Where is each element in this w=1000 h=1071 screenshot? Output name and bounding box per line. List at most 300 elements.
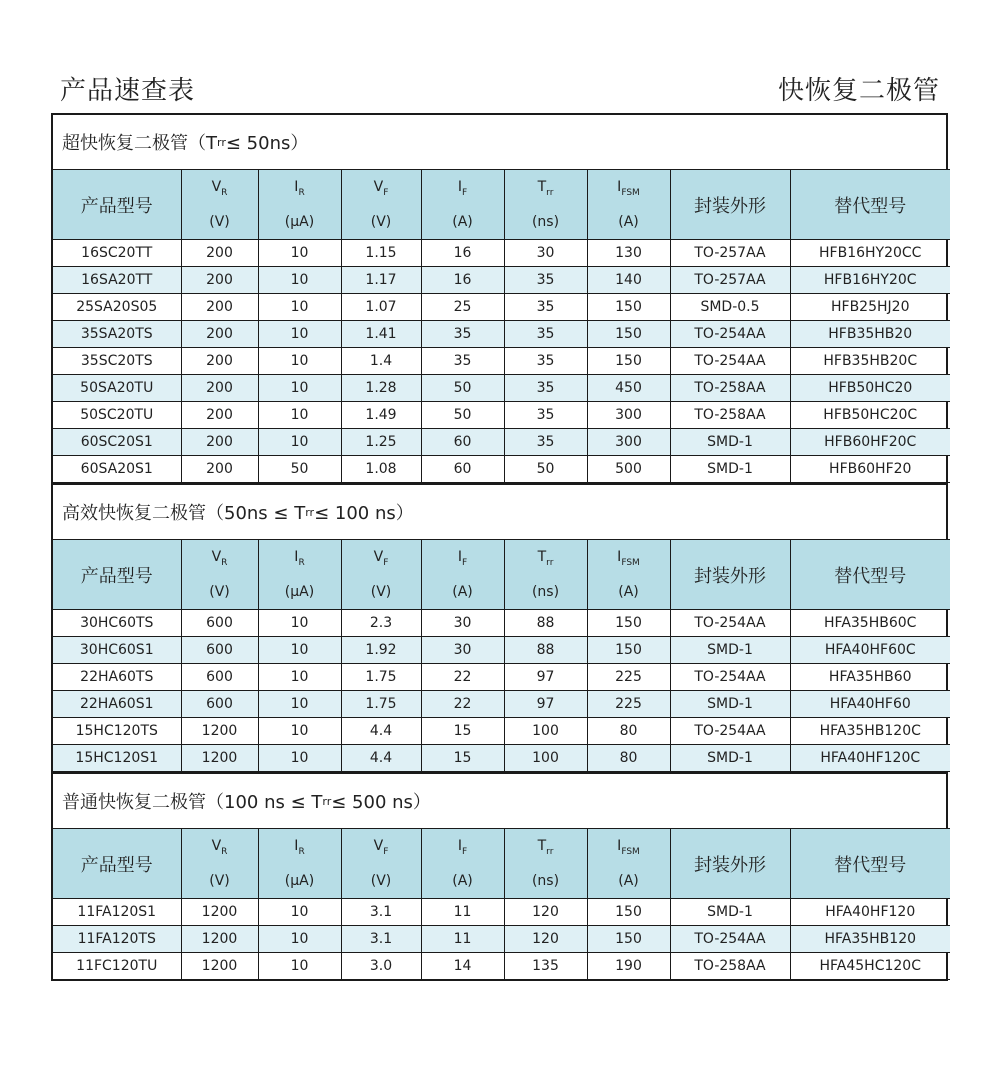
cell-trr: 135 [504, 953, 587, 980]
header-symbol [342, 546, 421, 574]
cell-vf: 1.28 [341, 375, 421, 402]
header-symbol [505, 835, 587, 863]
cell-vf: 1.41 [341, 321, 421, 348]
cell-model: 50SC20TU [53, 402, 181, 429]
cell-model: 30HC60S1 [53, 637, 181, 664]
cell-replacement: HFB60HF20C [790, 429, 950, 456]
header-symbol [588, 835, 670, 863]
header-symbol [505, 546, 587, 574]
header-symbol [342, 176, 421, 204]
cell-vr: 600 [181, 637, 258, 664]
cell-package: SMD-1 [670, 899, 790, 926]
cell-ir: 10 [258, 267, 341, 294]
header-symbol-subscript: F [461, 557, 468, 568]
section-ultrafast [53, 115, 946, 483]
cell-vf: 1.4 [341, 348, 421, 375]
cell-trr: 100 [504, 745, 587, 772]
header-symbol [422, 546, 504, 574]
cell-trr: 50 [504, 456, 587, 483]
cell-model: 35SC20TS [53, 348, 181, 375]
header-unit: (A) [618, 873, 639, 890]
header-symbol [182, 546, 258, 574]
cell-trr: 88 [504, 637, 587, 664]
cell-model: 60SC20S1 [53, 429, 181, 456]
cell-vr: 200 [181, 240, 258, 267]
header-trr [504, 540, 587, 610]
cell-vf: 3.0 [341, 953, 421, 980]
header-symbol-letter: I [617, 548, 622, 565]
cell-vr: 1200 [181, 899, 258, 926]
cell-replacement: HFA35HB120 [790, 926, 950, 953]
header-symbol-subscript: R [298, 187, 305, 198]
table-row [53, 953, 950, 980]
header-vr [181, 170, 258, 240]
cell-ir: 10 [258, 294, 341, 321]
header-symbol-subscript: R [221, 187, 228, 198]
cell-trr: 35 [504, 294, 587, 321]
cell-trr: 97 [504, 664, 587, 691]
header-symbol-letter: V [211, 548, 222, 565]
table-row [53, 456, 950, 483]
header-unit: (A) [452, 584, 473, 601]
header-symbol-letter: T [537, 178, 547, 195]
cell-if: 25 [421, 294, 504, 321]
header-symbol-letter: I [294, 178, 299, 195]
table-row [53, 348, 950, 375]
cell-package: TO-254AA [670, 926, 790, 953]
cell-model: 11FC120TU [53, 953, 181, 980]
header-symbol-letter: I [457, 837, 462, 854]
cell-trr: 35 [504, 267, 587, 294]
header-symbol-letter: T [537, 548, 547, 565]
table-row [53, 402, 950, 429]
header-symbol-letter: I [294, 548, 299, 565]
header-symbol-letter: V [373, 548, 384, 565]
cell-vr: 200 [181, 321, 258, 348]
cell-vf: 1.15 [341, 240, 421, 267]
header-symbol-subscript: R [298, 557, 305, 568]
cell-vf: 2.3 [341, 610, 421, 637]
header-symbol-subscript: rr [546, 557, 554, 568]
section-standard [53, 772, 946, 980]
header-symbol [342, 835, 421, 863]
cell-if: 14 [421, 953, 504, 980]
cell-model: 11FA120S1 [53, 899, 181, 926]
header-symbol [422, 835, 504, 863]
cell-ifsm: 225 [587, 691, 670, 718]
cell-ir: 10 [258, 240, 341, 267]
header-unit: (μA) [284, 584, 315, 601]
cell-vr: 200 [181, 348, 258, 375]
header-trr [504, 829, 587, 899]
cell-model: 11FA120TS [53, 926, 181, 953]
header-symbol [422, 176, 504, 204]
cell-ir: 10 [258, 899, 341, 926]
section-title-text: 普通快恢复二极管（100 ns ≤ T [62, 792, 323, 813]
cell-if: 35 [421, 348, 504, 375]
header-symbol-subscript: F [383, 187, 389, 198]
table-row [53, 718, 950, 745]
section-title-text: 超快恢复二极管（T [62, 133, 217, 154]
header-unit: (A) [452, 873, 473, 890]
header-row [53, 540, 950, 610]
table-row [53, 610, 950, 637]
header-symbol-subscript: R [221, 846, 228, 857]
header-unit: (V) [209, 873, 230, 890]
cell-package: SMD-1 [670, 745, 790, 772]
header-symbol-letter: I [617, 837, 622, 854]
header-symbol-subscript: R [221, 557, 228, 568]
cell-ir: 10 [258, 718, 341, 745]
cell-package: SMD-1 [670, 691, 790, 718]
cell-vf: 3.1 [341, 926, 421, 953]
cell-ir: 10 [258, 402, 341, 429]
header-symbol-subscript: FSM [621, 846, 640, 857]
cell-replacement: HFB50HC20C [790, 402, 950, 429]
cell-package: SMD-1 [670, 429, 790, 456]
cell-if: 16 [421, 267, 504, 294]
header-unit: (V) [370, 214, 392, 231]
header-symbol-subscript: R [298, 846, 305, 857]
cell-ir: 10 [258, 664, 341, 691]
cell-model: 50SA20TU [53, 375, 181, 402]
header-ir [258, 829, 341, 899]
cell-vf: 1.08 [341, 456, 421, 483]
cell-trr: 35 [504, 402, 587, 429]
header-ifsm [587, 540, 670, 610]
header-symbol-subscript: F [461, 187, 468, 198]
header-unit: (μA) [284, 873, 315, 890]
header-symbol [588, 546, 670, 574]
page-title: 产品速查表 [60, 76, 196, 106]
cell-vr: 1200 [181, 745, 258, 772]
cell-replacement: HFB35HB20C [790, 348, 950, 375]
cell-package: SMD-1 [670, 456, 790, 483]
table-row [53, 926, 950, 953]
header-symbol-letter: T [537, 837, 547, 854]
cell-package: TO-258AA [670, 375, 790, 402]
header-unit: (V) [209, 214, 230, 231]
cell-ir: 10 [258, 348, 341, 375]
header-symbol [588, 176, 670, 204]
cell-ir: 10 [258, 610, 341, 637]
cell-if: 15 [421, 745, 504, 772]
header-symbol-letter: V [373, 837, 384, 854]
cell-vr: 1200 [181, 718, 258, 745]
quick-reference-table [51, 113, 948, 981]
cell-ifsm: 130 [587, 240, 670, 267]
cell-model: 35SA20TS [53, 321, 181, 348]
header-model: 产品型号 [53, 170, 181, 240]
cell-ir: 50 [258, 456, 341, 483]
header-symbol-subscript: F [461, 846, 468, 857]
cell-ifsm: 225 [587, 664, 670, 691]
header-unit: (A) [452, 214, 473, 231]
cell-if: 35 [421, 321, 504, 348]
header-if [421, 829, 504, 899]
section-ultrafast-title [53, 115, 946, 169]
cell-replacement: HFB35HB20 [790, 321, 950, 348]
header-ifsm [587, 829, 670, 899]
cell-package: TO-257AA [670, 267, 790, 294]
page-subtitle: 快恢复二极管 [777, 76, 940, 106]
header-package: 封装外形 [670, 829, 790, 899]
header-ir [258, 540, 341, 610]
cell-if: 30 [421, 610, 504, 637]
cell-if: 16 [421, 240, 504, 267]
cell-ifsm: 150 [587, 610, 670, 637]
section-title-text: ≤ 50ns） [225, 133, 309, 154]
cell-trr: 35 [504, 429, 587, 456]
cell-ifsm: 150 [587, 899, 670, 926]
cell-ir: 10 [258, 375, 341, 402]
cell-replacement: HFA40HF60 [790, 691, 950, 718]
cell-ifsm: 150 [587, 348, 670, 375]
header-vf [341, 829, 421, 899]
header-replacement: 替代型号 [790, 540, 950, 610]
cell-model: 16SC20TT [53, 240, 181, 267]
header-vf [341, 540, 421, 610]
spec-table [53, 169, 950, 483]
cell-ifsm: 140 [587, 267, 670, 294]
cell-ifsm: 150 [587, 637, 670, 664]
header-symbol-subscript: FSM [621, 557, 640, 568]
header-symbol-letter: I [457, 178, 462, 195]
cell-model: 16SA20TT [53, 267, 181, 294]
cell-if: 30 [421, 637, 504, 664]
cell-if: 50 [421, 402, 504, 429]
cell-ifsm: 150 [587, 321, 670, 348]
cell-package: TO-254AA [670, 718, 790, 745]
cell-replacement: HFB50HC20 [790, 375, 950, 402]
cell-trr: 35 [504, 348, 587, 375]
section-title-text: 高效快恢复二极管（50ns ≤ T [62, 503, 306, 524]
cell-if: 50 [421, 375, 504, 402]
cell-package: TO-254AA [670, 321, 790, 348]
table-row [53, 429, 950, 456]
spec-table [53, 539, 950, 772]
header-unit: (ns) [531, 873, 560, 890]
table-row [53, 637, 950, 664]
cell-ifsm: 150 [587, 926, 670, 953]
cell-vf: 3.1 [341, 899, 421, 926]
header-unit: (A) [618, 584, 639, 601]
table-row [53, 745, 950, 772]
header-symbol-subscript: rr [546, 187, 554, 198]
header-symbol-subscript: F [383, 846, 389, 857]
header-symbol [182, 835, 258, 863]
header-symbol [259, 176, 341, 204]
header-symbol-letter: V [211, 837, 222, 854]
header-symbol-letter: V [373, 178, 384, 195]
cell-if: 11 [421, 926, 504, 953]
header-symbol-subscript: F [383, 557, 389, 568]
cell-vf: 1.07 [341, 294, 421, 321]
cell-ifsm: 150 [587, 294, 670, 321]
cell-replacement: HFB60HF20 [790, 456, 950, 483]
section-title-text: ≤ 500 ns） [331, 792, 431, 813]
header-symbol-subscript: rr [546, 846, 554, 857]
cell-ifsm: 80 [587, 718, 670, 745]
cell-package: TO-257AA [670, 240, 790, 267]
table-row [53, 321, 950, 348]
header-row [53, 829, 950, 899]
header-if [421, 170, 504, 240]
spec-table [53, 828, 950, 980]
cell-replacement: HFB16HY20CC [790, 240, 950, 267]
cell-if: 22 [421, 691, 504, 718]
cell-package: SMD-1 [670, 637, 790, 664]
header-symbol-subscript: FSM [621, 187, 640, 198]
cell-trr: 88 [504, 610, 587, 637]
header-symbol-letter: I [617, 178, 622, 195]
cell-replacement: HFA35HB60 [790, 664, 950, 691]
cell-vr: 200 [181, 375, 258, 402]
cell-vf: 1.25 [341, 429, 421, 456]
table-row [53, 267, 950, 294]
header-if [421, 540, 504, 610]
header-vr [181, 829, 258, 899]
cell-if: 22 [421, 664, 504, 691]
cell-vf: 1.92 [341, 637, 421, 664]
cell-vr: 600 [181, 691, 258, 718]
header-symbol [259, 546, 341, 574]
cell-vf: 4.4 [341, 745, 421, 772]
header-replacement: 替代型号 [790, 170, 950, 240]
cell-if: 60 [421, 456, 504, 483]
cell-trr: 35 [504, 375, 587, 402]
table-row [53, 375, 950, 402]
cell-trr: 30 [504, 240, 587, 267]
header-replacement: 替代型号 [790, 829, 950, 899]
cell-ir: 10 [258, 637, 341, 664]
cell-package: TO-254AA [670, 664, 790, 691]
cell-ir: 10 [258, 745, 341, 772]
cell-vr: 200 [181, 456, 258, 483]
header-symbol [259, 835, 341, 863]
section-title-subscript: rr [322, 794, 332, 808]
cell-replacement: HFA40HF120C [790, 745, 950, 772]
header-symbol-letter: I [457, 548, 462, 565]
cell-replacement: HFA40HF120 [790, 899, 950, 926]
cell-model: 30HC60TS [53, 610, 181, 637]
cell-model: 15HC120S1 [53, 745, 181, 772]
cell-vf: 1.17 [341, 267, 421, 294]
cell-ifsm: 500 [587, 456, 670, 483]
header-vf [341, 170, 421, 240]
cell-vf: 1.75 [341, 664, 421, 691]
cell-ifsm: 190 [587, 953, 670, 980]
cell-package: SMD-0.5 [670, 294, 790, 321]
table-row [53, 691, 950, 718]
section-title-subscript: rr [305, 505, 315, 519]
cell-ir: 10 [258, 691, 341, 718]
header-unit: (μA) [284, 214, 315, 231]
header-trr [504, 170, 587, 240]
cell-ifsm: 300 [587, 402, 670, 429]
cell-vf: 4.4 [341, 718, 421, 745]
cell-ifsm: 300 [587, 429, 670, 456]
cell-package: TO-258AA [670, 402, 790, 429]
header-symbol-letter: I [294, 837, 299, 854]
cell-ir: 10 [258, 926, 341, 953]
cell-replacement: HFA35HB120C [790, 718, 950, 745]
cell-trr: 120 [504, 926, 587, 953]
header-unit: (V) [209, 584, 230, 601]
table-row [53, 664, 950, 691]
cell-vr: 1200 [181, 953, 258, 980]
cell-vr: 200 [181, 429, 258, 456]
cell-if: 11 [421, 899, 504, 926]
cell-replacement: HFA35HB60C [790, 610, 950, 637]
cell-ifsm: 80 [587, 745, 670, 772]
cell-if: 60 [421, 429, 504, 456]
cell-model: 22HA60S1 [53, 691, 181, 718]
cell-vr: 200 [181, 294, 258, 321]
header-unit: (ns) [531, 214, 560, 231]
cell-ifsm: 450 [587, 375, 670, 402]
cell-vr: 200 [181, 267, 258, 294]
cell-model: 25SA20S05 [53, 294, 181, 321]
cell-vf: 1.75 [341, 691, 421, 718]
cell-vr: 600 [181, 610, 258, 637]
header-package: 封装外形 [670, 540, 790, 610]
section-high-efficiency-title [53, 485, 946, 539]
cell-ir: 10 [258, 321, 341, 348]
header-symbol-letter: V [211, 178, 222, 195]
section-title-text: ≤ 100 ns） [314, 503, 414, 524]
header-unit: (ns) [531, 584, 560, 601]
cell-model: 60SA20S1 [53, 456, 181, 483]
header-ifsm [587, 170, 670, 240]
header-symbol [505, 176, 587, 204]
cell-vr: 1200 [181, 926, 258, 953]
cell-vf: 1.49 [341, 402, 421, 429]
header-unit: (A) [618, 214, 639, 231]
header-vr [181, 540, 258, 610]
cell-model: 15HC120TS [53, 718, 181, 745]
cell-replacement: HFA40HF60C [790, 637, 950, 664]
header-model: 产品型号 [53, 829, 181, 899]
cell-package: TO-258AA [670, 953, 790, 980]
table-row [53, 294, 950, 321]
header-package: 封装外形 [670, 170, 790, 240]
header-row [53, 170, 950, 240]
header-unit: (V) [370, 584, 392, 601]
header-symbol [182, 176, 258, 204]
cell-model: 22HA60TS [53, 664, 181, 691]
header-ir [258, 170, 341, 240]
section-standard-title [53, 774, 946, 828]
cell-ir: 10 [258, 429, 341, 456]
table-row [53, 899, 950, 926]
header-model: 产品型号 [53, 540, 181, 610]
cell-package: TO-254AA [670, 348, 790, 375]
cell-trr: 97 [504, 691, 587, 718]
section-title-subscript: rr [217, 135, 226, 149]
cell-if: 15 [421, 718, 504, 745]
table-row [53, 240, 950, 267]
cell-replacement: HFB25HJ20 [790, 294, 950, 321]
cell-ir: 10 [258, 953, 341, 980]
cell-package: TO-254AA [670, 610, 790, 637]
cell-vr: 200 [181, 402, 258, 429]
cell-replacement: HFA45HC120C [790, 953, 950, 980]
section-high-efficiency [53, 483, 946, 772]
cell-replacement: HFB16HY20C [790, 267, 950, 294]
header-unit: (V) [370, 873, 392, 890]
cell-vr: 600 [181, 664, 258, 691]
